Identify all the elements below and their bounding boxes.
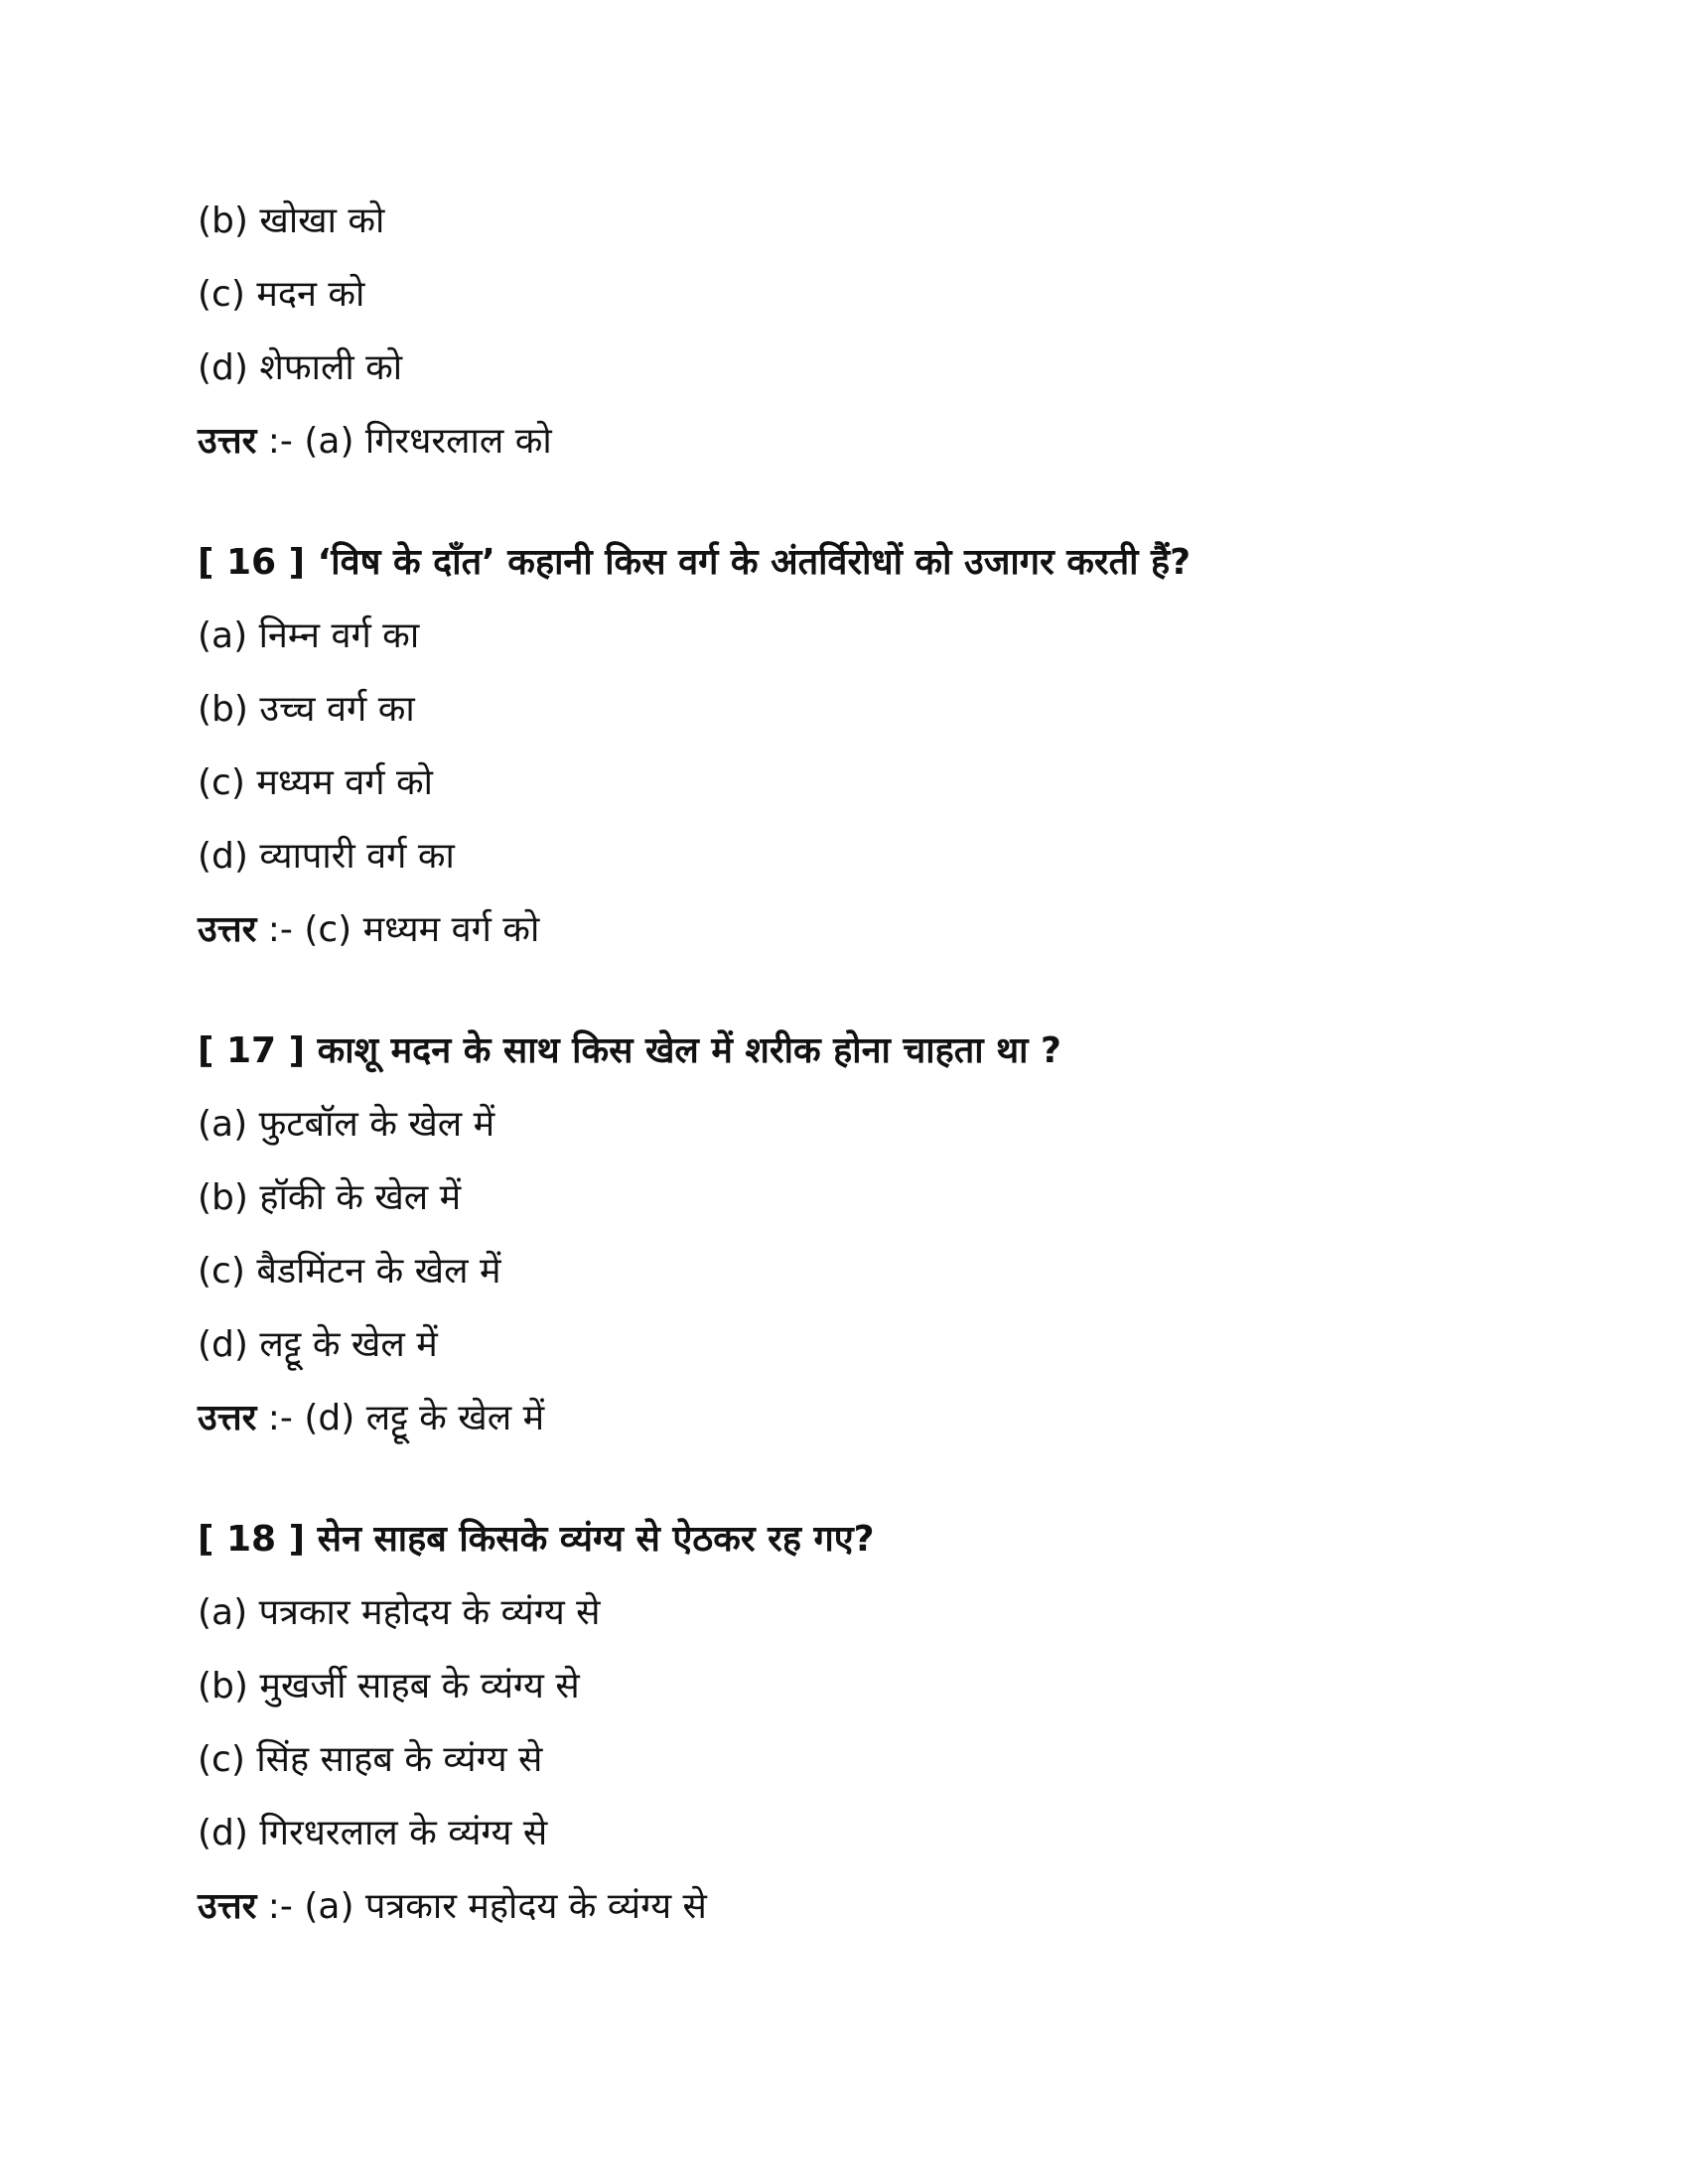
q18-option-a: (a) पत्रकार महोदय के व्यंग्य से <box>198 1592 601 1633</box>
q16-option-c: (c) मध्यम वर्ग को <box>198 762 433 803</box>
q18-answer-line <box>198 1882 707 1932</box>
q18-option-c: (c) सिंह साहब के व्यंग्य से <box>198 1739 543 1780</box>
answer-label: उत्तर <box>198 1398 257 1438</box>
option-c: (c) मदन को <box>198 274 365 315</box>
q16-answer-line <box>198 905 539 955</box>
q18-option-d: (d) गिरधरलाल के व्यंग्य से <box>198 1813 548 1853</box>
q17-option-c: (c) बैडमिंटन के खेल में <box>198 1251 501 1292</box>
q18-option-b: (b) मुखर्जी साहब के व्यंग्य से <box>198 1666 580 1706</box>
q16-option-b: (b) उच्च वर्ग का <box>198 689 415 730</box>
q16-option-d: (d) व्यापारी वर्ग का <box>198 836 455 877</box>
answer-text: :- (d) लट्टू के खेल में <box>256 1398 545 1438</box>
option-d: (d) शेफाली को <box>198 347 403 388</box>
answer-label: उत्तर <box>198 909 257 950</box>
answer-label: उत्तर <box>198 1886 257 1927</box>
answer-text: :- (c) मध्यम वर्ग को <box>256 909 540 950</box>
q17-option-d: (d) लट्टू के खेल में <box>198 1324 438 1365</box>
question-17: [ 17 ] काशू मदन के साथ किस खेल में शरीक होना चाहता था ? <box>198 1030 1061 1071</box>
answer-label: उत्तर <box>198 421 257 462</box>
answer-line <box>198 417 552 467</box>
answer-text: :- (a) पत्रकार महोदय के व्यंग्य से <box>256 1886 707 1927</box>
option-b: (b) खोखा को <box>198 201 385 241</box>
question-16: [ 16 ] ‘विष के दाँत’ कहानी किस वर्ग के अंतर्विरोधों को उजागर करती हैं? <box>198 542 1192 583</box>
q17-option-b: (b) हॉकी के खेल में <box>198 1177 462 1218</box>
q16-option-a: (a) निम्न वर्ग का <box>198 615 420 656</box>
question-18: [ 18 ] सेन साहब किसके व्यंग्य से ऐठकर रह गए? <box>198 1519 875 1560</box>
q17-answer-line <box>198 1394 544 1443</box>
q17-option-a: (a) फुटबॉल के खेल में <box>198 1104 495 1145</box>
answer-text: :- (a) गिरधरलाल को <box>256 421 552 462</box>
